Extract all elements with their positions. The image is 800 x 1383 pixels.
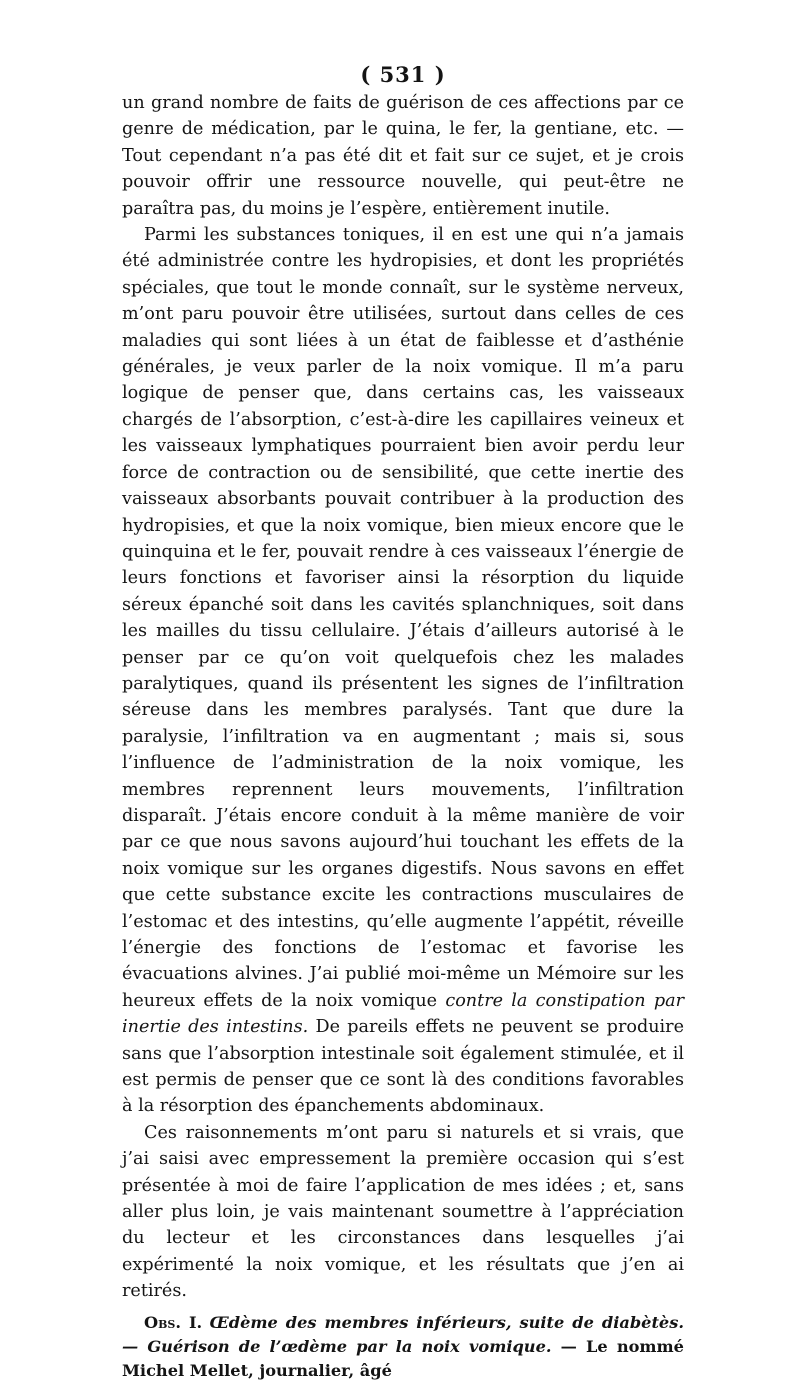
observation-text: — Le nommé Michel Mellet, journalier, âgé: [122, 1336, 684, 1380]
page-number: ( 531 ): [360, 62, 446, 87]
observation-label: Obs. I.: [144, 1312, 203, 1332]
paragraph-2-text-end: De pareils effets ne peuvent se produire sans que l’absorption intestinale soit également stimulée, et il est permis de penser que ce sont là des conditions favorables à la résorption des épanchements abdominaux.: [122, 1017, 684, 1117]
paragraph-2-italic-phrase: contre la constipation par inertie des intestins.: [122, 990, 684, 1038]
paragraph-1: un grand nombre de faits de guérison de ces affections par ce genre de médication, par le quina, le fer, la gentiane, etc. — Tout cependant n’a pas été dit et fait sur ce sujet, et je crois pouvoir offrir une ressource nouvelle, qui peut-être ne paraîtra pas, du moins je l’espère, entièrement inutile.: [122, 93, 684, 219]
observation-title: Œdème des membres inférieurs, suite de diabètès. — Guérison de l’œdème par la noix vomique.: [122, 1312, 684, 1356]
book-page: [122, 60, 684, 1383]
observation-heading: [122, 1311, 684, 1383]
paragraph-2: [122, 222, 684, 1120]
paragraph-3: Ces raisonnements m’ont paru si naturels et si vrais, que j’ai saisi avec empressement la première occasion qui s’est présentée à moi de faire l’application de mes idées ; et, sans aller plus loin, je vais maintenant soumettre à l’appréciation du lecteur et les circonstances dans lesquelles j’ai expérimenté la noix vomique, et les résultats que j’en ai retirés.: [122, 1122, 684, 1302]
paragraph-2-text: Parmi les substances toniques, il en est une qui n’a jamais été administrée contre les hydropisies, et dont les propriétés spéciales, que tout le monde connaît, sur le système nerveux, m’ont paru pouvoir être utilisées, surtout dans celles de ces maladies qui sont liées à un état de faiblesse et d’asthénie générales, je veux parler de la noix vomique. Il m’a paru logique de penser que, dans certains cas, les vaisseaux chargés de l’absorption, c’est-à-dire les capillaires veineux et les vaisseaux lymphatiques pourraient bien avoir perdu leur force de contraction ou de sensibilité, que cette inertie des vaisseaux absorbants pouvait contribuer à la production des hydropisies, et que la noix vomique, bien mieux encore que le quinquina et le fer, pouvait rendre à ces vaisseaux l’énergie de leurs fonctions et favoriser ainsi la résorption du liquide séreux épanché soit dans les cavités splanchniques, soit dans les mailles du tissu cellulaire. J’étais d’ailleurs autorisé à le penser par ce qu’on voit quelquefois chez les malades paralytiques, quand ils présentent les signes de l’infiltration séreuse dans les membres paralysés. Tant que dure la paralysie, l’infiltration va en augmentant ; mais si, sous l’influence de l’administration de la noix vomique, les membres reprennent leurs mouvements, l’infiltration disparaît. J’étais encore conduit à la même manière de voir par ce que nous savons aujourd’hui touchant les effets de la noix vomique sur les organes digestifs. Nous savons en effet que cette substance excite les contractions musculaires de l’estomac et des intestins, qu’elle augmente l’appétit, réveille l’énergie des fonctions de l’estomac et favorise les évacuations alvines. J’ai publié moi-même un Mémoire sur les heureux effets de la noix vomique: [122, 225, 684, 1011]
body-text: [122, 90, 684, 1305]
